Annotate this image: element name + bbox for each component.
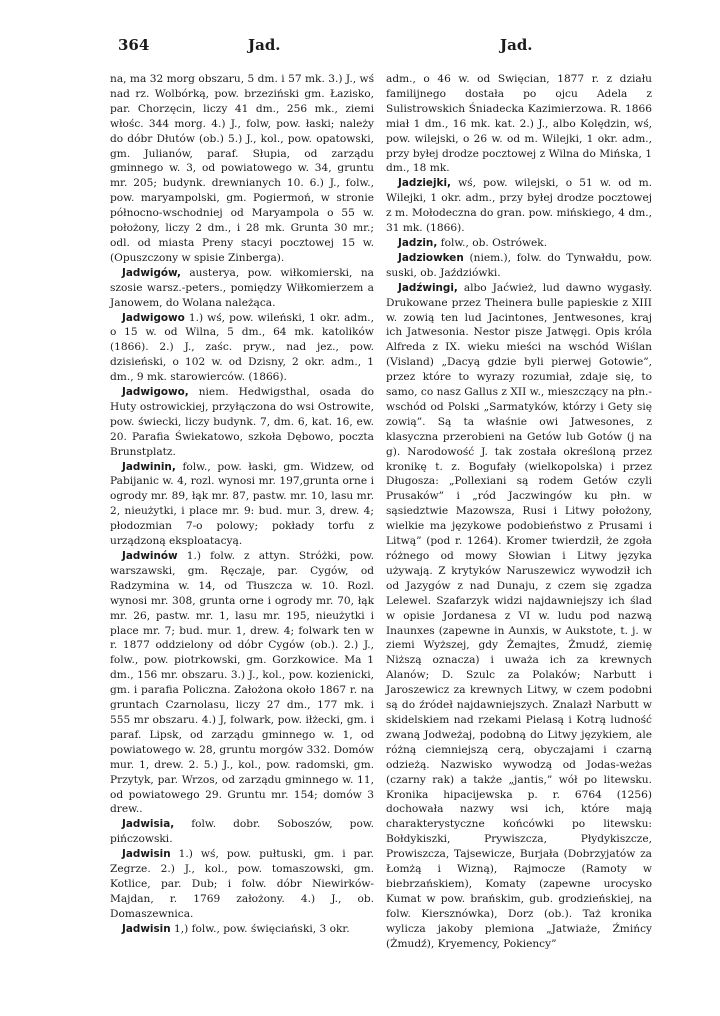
entry-headword: Jadwigowo [122, 311, 185, 324]
left-column [110, 72, 374, 937]
entry-headword: Jadwigów, [122, 266, 181, 279]
running-head-right: Jad. [500, 36, 533, 54]
entry-text: 1.) folw. z attyn. Stróżki, pow. warszawski, gm. Ręczaje, par. Cygów, od Radzymina w. 14, od Tłuszcza w. 10. Rozl. wynosi mr. 308, grunta orne i ogrody mr. 70, łąk mr. 26, pastw. mr. 1, lasu mr. 195, nieużytki i place mr. 7; bud. mur. 1, drew. 4; folwark ten w r. 1877 oddzielony od dóbr Cygów (ob.). 2.) J., folw., pow. piotrkowski, gm. Gorzkowice. Ma 1 dm., 156 mr. obszaru. 3.) J., kol., pow. kozienicki, gm. i parafia Policzna. Założona około 1867 r. na gruntach Czarnolasu, liczy 27 dm., 177 mk. i 555 mr obszaru. 4.) J, folwark, pow. iłżecki, gm. i paraf. Lipsk, od zarządu gminnego w. 1, od powiatowego w. 28, gruntu morgów 332. Domów mur. 1, drew. 2. 5.) J., kol., pow. radomski, gm. Przytyk, par. Wrzos, od zarządu gminnego w. 11, od powiatowego 29. Gruntu mr. 154; domów 3 drew.. [110, 550, 374, 816]
dictionary-entry [110, 311, 374, 386]
entry-headword: Jadwisia, [122, 818, 175, 831]
entry-text: wś, pow. wilejski, o 51 w. od m. Wilejki, 1 okr. adm., przy byłej drodze pocztowej z m. Mołodeczna do gran. pow. mińskiego, 4 dm., 31 mk. (1866). [386, 177, 652, 235]
entry-text: folw., pow. łaski, gm. Widzew, od Pabijanic w. 4, rozl. wynosi mr. 197,grunta orne i ogrody mr. 89, łąk mr. 87, pastw. mr. 10, lasu mr. 2, nieużytki, i place mr. 9: bud. mur. 3, drew. 4; płodozmian 7-o polowy; pokłady torfu z urządzoną eksploatacyą. [110, 460, 374, 548]
dictionary-entry [386, 72, 652, 176]
entry-text: adm., o 46 w. od Swięcian, 1877 r. z działu familijnego dostała po ojcu Adela z Sulistrowskich Śniadecka Kazimierzowa. R. 1866 miał 1 dm., 16 mk. kat. 2.) J., albo Kolędzin, wś, pow. wilejski, o 26 w. od m. Wilejki, 1 okr. adm., przy byłej drodze pocztowej z Wilna do Mińska, 1 dm., 18 mk. [386, 73, 652, 175]
entry-text: folw., ob. Ostrówek. [437, 236, 548, 249]
entry-headword: Jadwigowo, [122, 386, 189, 399]
entry-text: folw. dobr. Soboszów, pow. pińczowski. [110, 818, 374, 846]
entry-text: 1,) folw., pow. święciański, 3 okr. [170, 922, 350, 935]
dictionary-entry [386, 176, 652, 236]
dictionary-entry [110, 266, 374, 311]
dictionary-entry [386, 236, 652, 251]
entry-text: austerya, pow. wiłkomierski, na szosie warsz.-peters., pomiędzy Wiłkomierzem a Janowem, do Wolana należąca. [110, 266, 374, 309]
entry-text: albo Jaćwież, lud dawno wygasły. Drukowane przez Theinera bulle papieskie z XIII w. zowią ten lud Jacintones, Jentwesones, kraj ich Jatwesonia. Nestor pisze Jatwęgi. Opis króla Alfreda z IX. wieku mieści na wschód Wiślan (Visland) „Dacyą gdzie byli pierwej Gotowie”, przez które to wyrazy rozumiał, zdaje się, to samo, co nasz Gallus z XII w., mieszczący na płn.-wschód od Polski „Sarmatyków, którzy i Gety się zowią”. Są ta właśnie owi Jatwesones, z klasyczna przerobieni na Getów lub Gotów (j na g). Narodowość J. tak została określoną przez kronikę t. z. Bogufały (wielkopolska) i przez Długosza: „Pollexiani są rodem Getów czyli Prusaków” i „ród Jaczwingów ku płn. w sąsiedztwie Mazowsza, Rusi i Litwy położony, wielkie ma językowe podobieństwo z Prusami i Litwą” (pod r. 1264). Kromer twierdził, że zgoła różnego od mowy Słowian i Litwy języka używają. Z krytyków Naruszewicz wywodził ich od Jazygów z nad Dunaju, z czem się zgadza Lelewel. Szafarzyk widzi najdawniejszy ich ślad w opisie Jordanesa z VI w. ludu pod nazwą Inaunxes (zapewne in Aunxis, w Aukstote, t. j. w ziemi Wyższej, gdy Żemajtes, Żmudź, ziemię Niższą oznacza) i uważa ich za krewnych Alanów; D. Szulc za Polaków; Narbutt i Jaroszewicz za krewnych Litwy, w czem podobni są do źródeł najdawniejszych. Znalazł Narbutt w skidelskiem nad rzekami Pielasą i Kotrą ludność zwaną Jodweżaj, podobną do Litwy językiem, ale różną ciemniejszą cerą, obyczajami i czarną odzieżą. Nazwisko wywodzą od Jodas-weżas (czarny rak) a także „jantis,” wół po litewsku. Kronika hipacijewska p. r. 6764 (1256) dochowała nazwy wsi ich, które mają charakterystyczne końcówki po litewsku: Bołdykiszki, Prywiszcza, Płydykiszcze, Prowiszcza, Tajsewicze, Burjała (Dobrzyjatów za Łomżą i Wizną), Rajmocze (Ramoty w biebrzańskiem), Komaty (zapewne urocysko Kumat w pow. brańskim, gub. grodzieńskiej, na folw. Kiersznówka), Dorz (ob.). Taż kronika wylicza jakoby plemiona „Jatwiaże, Źmińcy (Żmudź), Kryemency, Pokiency” [386, 281, 652, 950]
entry-text: na, ma 32 morg obszaru, 5 dm. i 57 mk. 3.) J., wś nad rz. Wolbórką, pow. brzeziński gm. Łazisko, par. Chorzęcin, liczy 41 dm., 256 mk., ziemi włośc. 344 morg. 4.) J., folw, pow. łaski; należy do dóbr Dłutów (ob.) 5.) J., kol., pow. opatowski, gm. Julianów, paraf. Słupia, od zarządu gminnego w. 3, od powiatowego w. 34, gruntu mr. 205; budynk. drewnianych 10. 6.) J., folw., pow. maryampolski, gm. Pogiermoń, w stronie północno-wschodniej od Maryampola o 55 w. położony, liczy 2 dm., i 28 mk. Grunta 30 mr.; odl. od miasta Preny stacyi pocztowej 15 w. (Opuszczony w spisie Zinberga). [110, 73, 374, 264]
dictionary-entry [110, 460, 374, 549]
entry-headword: Jadwinów [122, 550, 178, 562]
dictionary-entry [110, 385, 374, 460]
entry-text: 1.) wś, pow. pułtuski, gm. i par. Zegrze. 2.) J., kol., pow. tomaszowski, gm. Kotlice, par. Dub; i folw. dóbr Niewirków-Majdan, r. 1769 założony. 4.) J., ob. Domaszewnica. [110, 848, 374, 920]
entry-headword: Jadźwingi, [398, 281, 458, 294]
entry-headword: Jadwisin [122, 848, 171, 861]
dictionary-entry [386, 281, 652, 952]
page-number: 364 [118, 36, 150, 54]
dictionary-entry [110, 847, 374, 922]
entry-text: niem. Hedwigsthal, osada do Huty ostrowickiej, przyłączona do wsi Ostrowite, pow. świecki, liczy budynk. 7, dm. 6, kat. 16, ew. 20. Parafia Świekatowo, szkoła Dębowo, poczta Brunstplatz. [110, 386, 374, 458]
dictionary-entry [110, 549, 374, 817]
entry-headword: Jadziejki, [398, 177, 451, 190]
dictionary-entry [110, 922, 374, 937]
entry-headword: Jadwinin, [122, 460, 176, 473]
entry-headword: Jadzin, [398, 236, 438, 249]
entry-text: (niem.), folw. do Tynwałdu, pow. suski, ob. Jaździówki. [386, 251, 652, 279]
right-column [386, 72, 652, 951]
entry-text: 1.) wś, pow. wileński, 1 okr. adm., o 15 w. od Wilna, 5 dm., 64 mk. katolików (1866). 2.) J., zaśc. pryw., nad jez., pow. dzisieński, o 102 w. od Dzisny, 2 okr. adm., 1 dm., 9 mk. starowierców. (1866). [110, 311, 374, 384]
running-head-left: Jad. [248, 36, 281, 54]
dictionary-entry [110, 817, 374, 847]
entry-headword: Jadziowken [398, 251, 464, 264]
dictionary-entry [110, 72, 374, 266]
entry-headword: Jadwisin [122, 922, 171, 935]
dictionary-entry [386, 251, 652, 281]
